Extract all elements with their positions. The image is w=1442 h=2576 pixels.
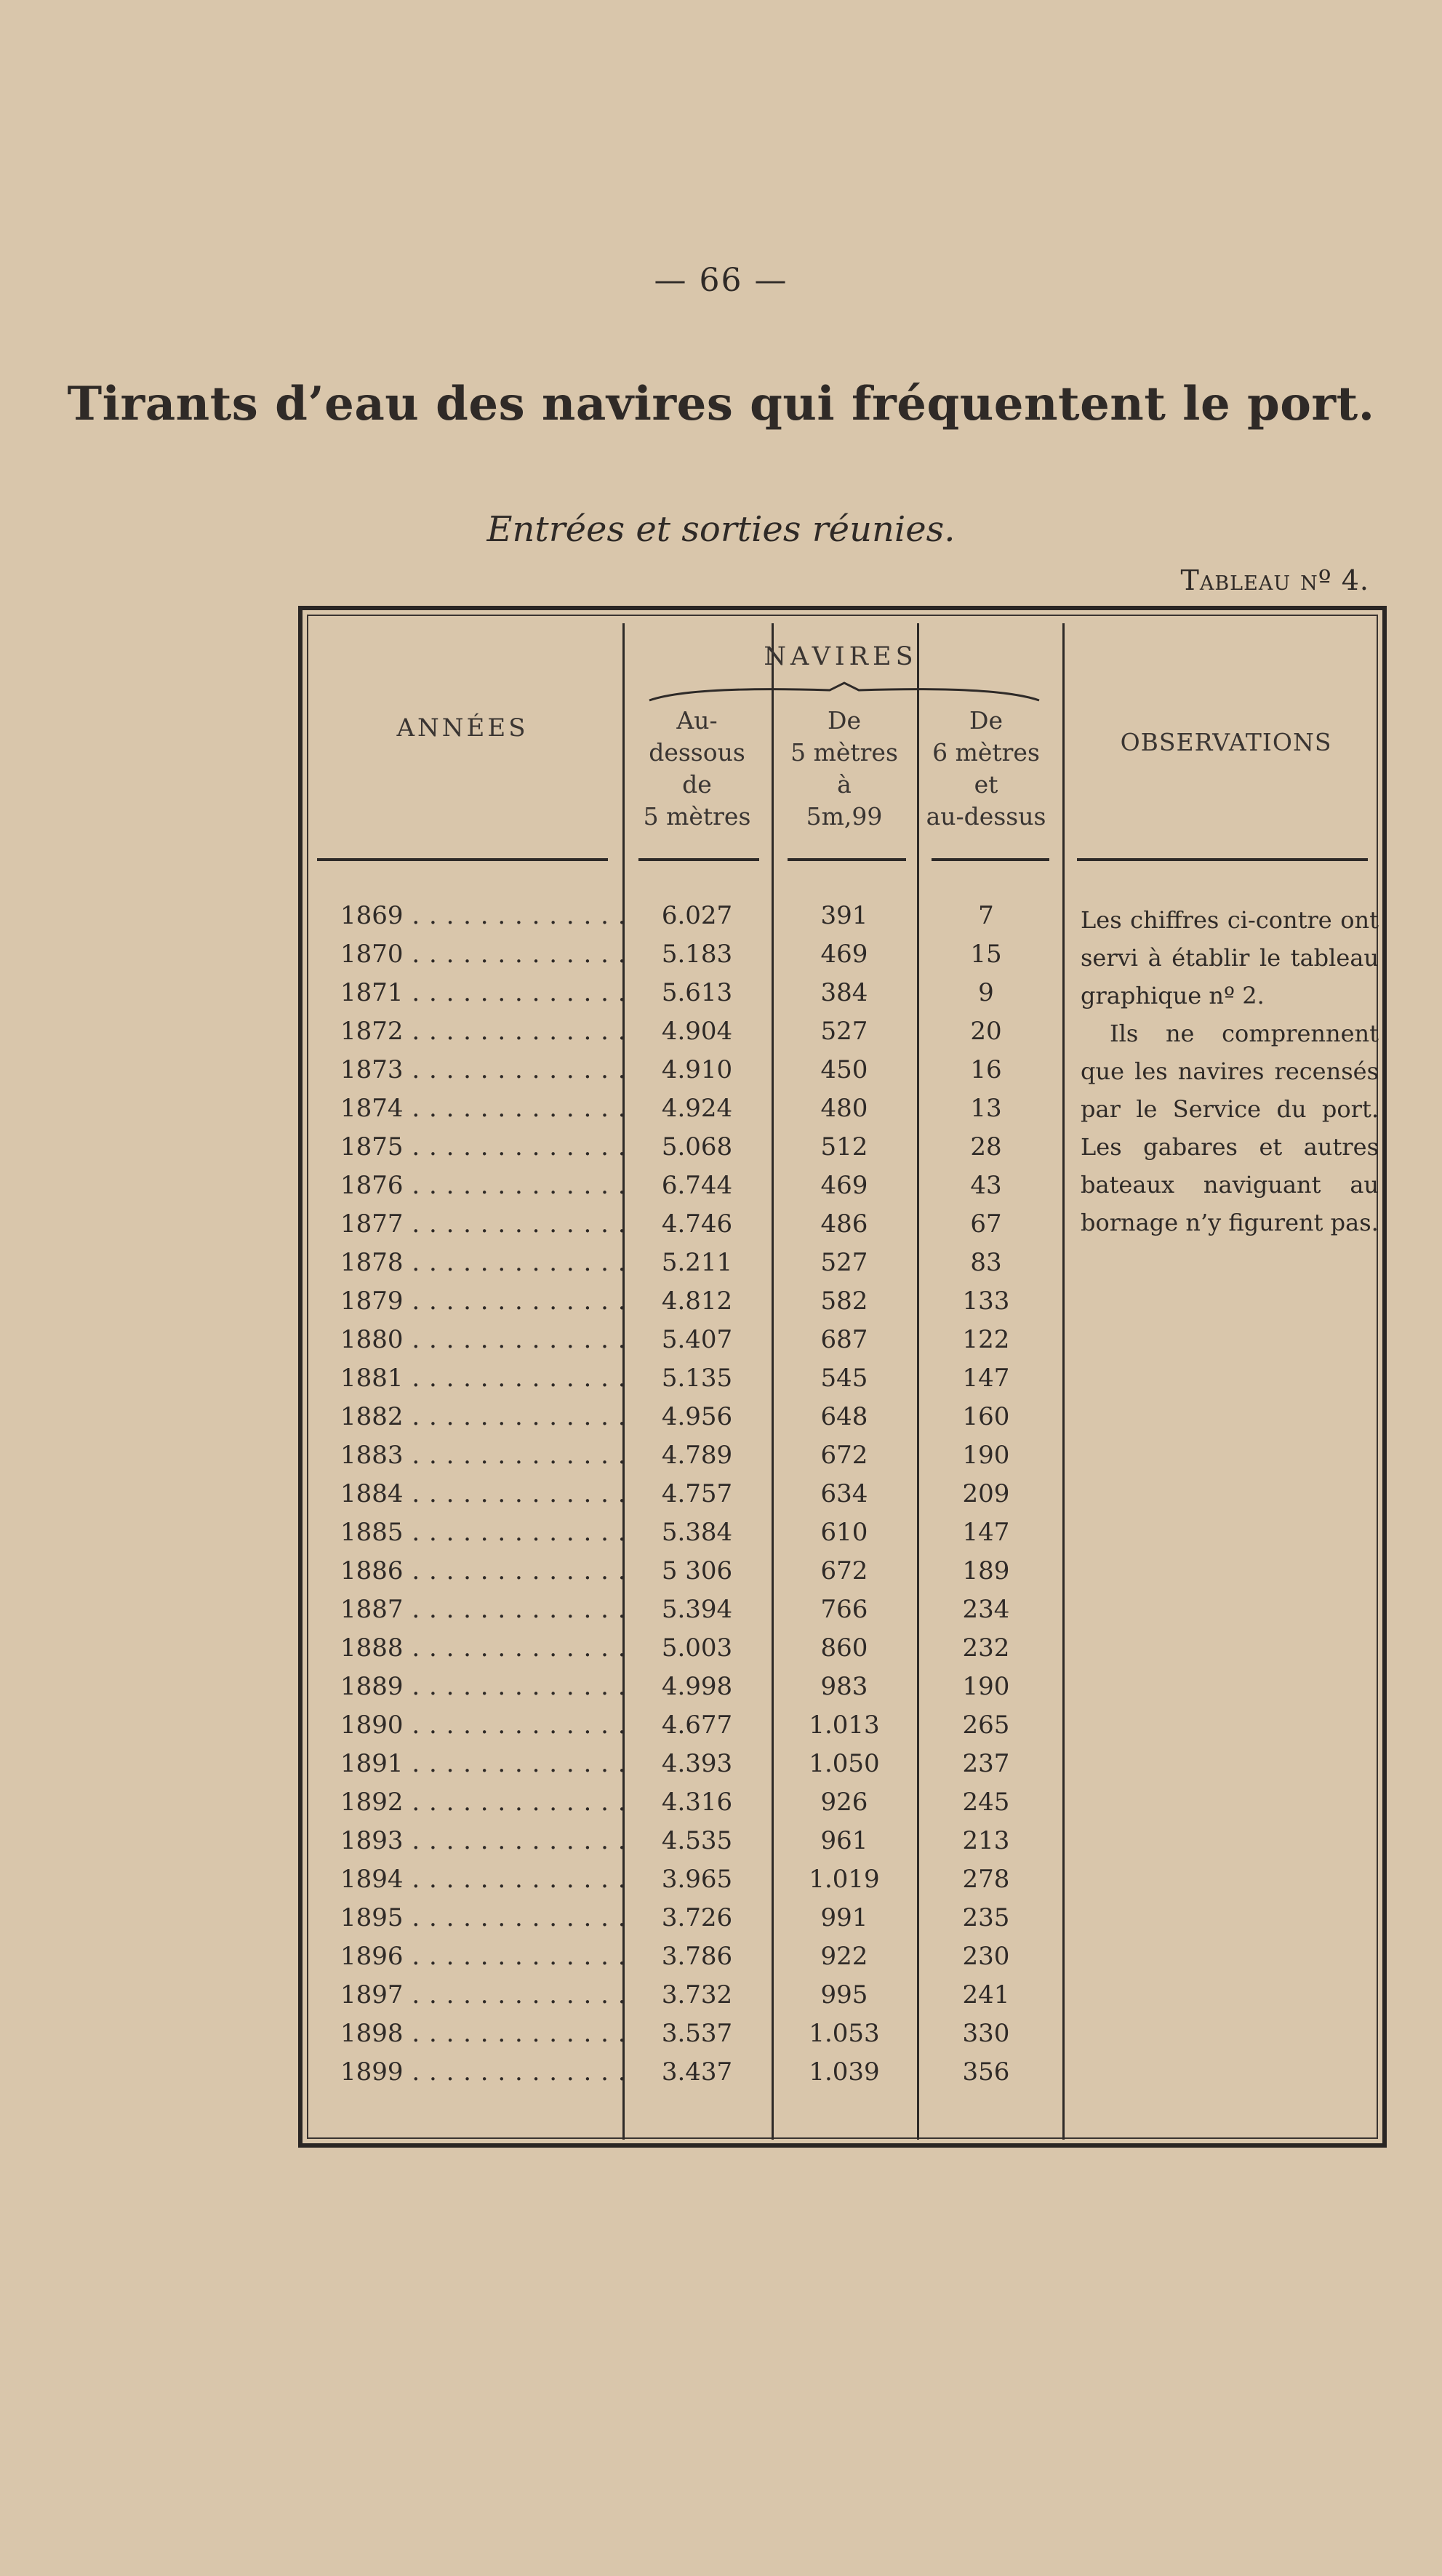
- year-cell: 1898 . . .: [340, 2019, 624, 2048]
- header-col-below-5m: [626, 705, 768, 833]
- table-row: [303, 1399, 1391, 1438]
- 5m-to-5m99-cell: 1.019: [809, 1865, 880, 1894]
- below-5m-cell: 3.965: [661, 1865, 733, 1894]
- year-cell: 1869 . . .: [340, 901, 624, 930]
- 5m-to-5m99-cell: 860: [820, 1633, 868, 1663]
- header-annees: ANNÉES: [396, 713, 529, 743]
- 6m-and-above-cell: 190: [962, 1672, 1010, 1701]
- header-line: De: [969, 706, 1003, 735]
- year-cell: 1897 . . .: [340, 1980, 624, 2009]
- below-5m-cell: 6.744: [661, 1171, 733, 1200]
- 6m-and-above-cell: 147: [962, 1518, 1010, 1547]
- below-5m-cell: 5.211: [661, 1248, 733, 1277]
- table-row: [303, 1245, 1391, 1284]
- 6m-and-above-cell: 13: [970, 1094, 1002, 1123]
- 5m-to-5m99-cell: 961: [820, 1826, 868, 1855]
- below-5m-cell: 5.613: [661, 978, 733, 1007]
- header-line: de: [682, 770, 712, 799]
- 6m-and-above-cell: 234: [962, 1595, 1010, 1624]
- 6m-and-above-cell: 67: [970, 1209, 1002, 1239]
- below-5m-cell: 5.068: [661, 1132, 733, 1161]
- 6m-and-above-cell: 330: [962, 2019, 1010, 2048]
- header-rule: [317, 858, 608, 861]
- below-5m-cell: 4.677: [661, 1711, 733, 1740]
- 6m-and-above-cell: 241: [962, 1980, 1010, 2009]
- below-5m-cell: 4.535: [661, 1826, 733, 1855]
- 5m-to-5m99-cell: 922: [820, 1942, 868, 1971]
- page-number: — 66 —: [654, 262, 788, 299]
- 6m-and-above-cell: 265: [962, 1711, 1010, 1740]
- 5m-to-5m99-cell: 926: [820, 1788, 868, 1817]
- year-cell: 1889 . . .: [340, 1672, 624, 1701]
- observations-text: [1081, 901, 1379, 1241]
- header-line: 5 mètres: [643, 802, 751, 831]
- 6m-and-above-cell: 9: [978, 978, 994, 1007]
- 6m-and-above-cell: 16: [970, 1055, 1002, 1084]
- below-5m-cell: 4.904: [661, 1017, 733, 1046]
- year-cell: 1876 . . .: [340, 1171, 624, 1200]
- header-line: 5 mètres: [790, 738, 898, 767]
- table-row: [303, 2016, 1391, 2055]
- year-cell: 1893 . . .: [340, 1826, 624, 1855]
- year-cell: 1892 . . .: [340, 1788, 624, 1817]
- 5m-to-5m99-cell: 610: [820, 1518, 868, 1547]
- 6m-and-above-cell: 232: [962, 1633, 1010, 1663]
- year-cell: 1874 . . .: [340, 1094, 624, 1123]
- 5m-to-5m99-cell: 995: [820, 1980, 868, 2009]
- year-cell: 1896 . . .: [340, 1942, 624, 1971]
- table-row: [303, 1977, 1391, 2016]
- table-row: [303, 2055, 1391, 2093]
- year-cell: 1875 . . .: [340, 1132, 624, 1161]
- data-table: [298, 606, 1387, 2148]
- 6m-and-above-cell: 245: [962, 1788, 1010, 1817]
- year-cell: 1877 . . .: [340, 1209, 624, 1239]
- below-5m-cell: 4.393: [661, 1749, 733, 1778]
- year-cell: 1895 . . .: [340, 1903, 624, 1932]
- 5m-to-5m99-cell: 527: [820, 1017, 868, 1046]
- header-line: 6 mètres: [932, 738, 1040, 767]
- 6m-and-above-cell: 122: [962, 1325, 1010, 1354]
- table-row: [303, 1862, 1391, 1900]
- 6m-and-above-cell: 213: [962, 1826, 1010, 1855]
- table-reference: Tableau nº 4.: [1180, 564, 1369, 596]
- table-row: [303, 1438, 1391, 1476]
- year-cell: 1894 . . .: [340, 1865, 624, 1894]
- below-5m-cell: 3.437: [661, 2057, 733, 2087]
- header-line: De: [828, 706, 861, 735]
- below-5m-cell: 3.726: [661, 1903, 733, 1932]
- below-5m-cell: 5.135: [661, 1364, 733, 1393]
- 6m-and-above-cell: 160: [962, 1402, 1010, 1431]
- 6m-and-above-cell: 278: [962, 1865, 1010, 1894]
- 6m-and-above-cell: 43: [970, 1171, 1002, 1200]
- table-row: [303, 1785, 1391, 1823]
- below-5m-cell: 5.394: [661, 1595, 733, 1624]
- 5m-to-5m99-cell: 687: [820, 1325, 868, 1354]
- table-row: [303, 1708, 1391, 1746]
- year-cell: 1870 . . .: [340, 940, 624, 969]
- 6m-and-above-cell: 189: [962, 1556, 1010, 1585]
- 5m-to-5m99-cell: 527: [820, 1248, 868, 1277]
- header-rule: [788, 858, 906, 861]
- below-5m-cell: 5.384: [661, 1518, 733, 1547]
- 5m-to-5m99-cell: 634: [820, 1479, 868, 1508]
- header-navires: NAVIRES: [764, 642, 918, 671]
- year-cell: 1883 . . .: [340, 1441, 624, 1470]
- year-cell: 1880 . . .: [340, 1325, 624, 1354]
- year-cell: 1872 . . .: [340, 1017, 624, 1046]
- header-line: et: [974, 770, 998, 799]
- 5m-to-5m99-cell: 672: [820, 1556, 868, 1585]
- 6m-and-above-cell: 28: [970, 1132, 1002, 1161]
- 5m-to-5m99-cell: 672: [820, 1441, 868, 1470]
- header-rule: [1077, 858, 1368, 861]
- header-col-5m-to-5m99: [775, 705, 913, 833]
- below-5m-cell: 4.924: [661, 1094, 733, 1123]
- table-row: [303, 1322, 1391, 1361]
- below-5m-cell: 4.812: [661, 1287, 733, 1316]
- 5m-to-5m99-cell: 1.039: [809, 2057, 880, 2087]
- year-cell: 1881 . . .: [340, 1364, 624, 1393]
- table-row: [303, 1823, 1391, 1862]
- table-row: [303, 1284, 1391, 1322]
- 5m-to-5m99-cell: 480: [820, 1094, 868, 1123]
- 5m-to-5m99-cell: 991: [820, 1903, 868, 1932]
- 5m-to-5m99-cell: 450: [820, 1055, 868, 1084]
- 6m-and-above-cell: 83: [970, 1248, 1002, 1277]
- 6m-and-above-cell: 15: [970, 940, 1002, 969]
- 5m-to-5m99-cell: 983: [820, 1672, 868, 1701]
- below-5m-cell: 4.789: [661, 1441, 733, 1470]
- 5m-to-5m99-cell: 1.013: [809, 1711, 880, 1740]
- header-line: dessous: [649, 738, 745, 767]
- 6m-and-above-cell: 237: [962, 1749, 1010, 1778]
- 6m-and-above-cell: 147: [962, 1364, 1010, 1393]
- below-5m-cell: 6.027: [661, 901, 733, 930]
- table-row: [303, 1631, 1391, 1669]
- table-row: [303, 1476, 1391, 1515]
- year-cell: 1888 . . .: [340, 1633, 624, 1663]
- year-cell: 1871 . . .: [340, 978, 624, 1007]
- header-line: 5m,99: [806, 802, 883, 831]
- 6m-and-above-cell: 209: [962, 1479, 1010, 1508]
- 5m-to-5m99-cell: 648: [820, 1402, 868, 1431]
- table-row: [303, 1592, 1391, 1631]
- year-cell: 1899 . . .: [340, 2057, 624, 2087]
- table-row: [303, 1939, 1391, 1977]
- table-row: [303, 1515, 1391, 1553]
- 6m-and-above-cell: 235: [962, 1903, 1010, 1932]
- below-5m-cell: 3.537: [661, 2019, 733, 2048]
- year-cell: 1873 . . .: [340, 1055, 624, 1084]
- 5m-to-5m99-cell: 391: [820, 901, 868, 930]
- header-line: à: [837, 770, 852, 799]
- table-row: [303, 1746, 1391, 1785]
- header-line: au-dessus: [926, 802, 1046, 831]
- year-cell: 1879 . . .: [340, 1287, 624, 1316]
- table-row: [303, 1900, 1391, 1939]
- below-5m-cell: 4.757: [661, 1479, 733, 1508]
- observation-paragraph: Ils ne comprennent que les navires recensés par le Service du port. Les gabares et autres bateaux naviguant au bornage n’y figurent pas.: [1081, 1020, 1379, 1236]
- header-rule: [638, 858, 759, 861]
- below-5m-cell: 5.183: [661, 940, 733, 969]
- 5m-to-5m99-cell: 512: [820, 1132, 868, 1161]
- year-cell: 1891 . . .: [340, 1749, 624, 1778]
- year-cell: 1878 . . .: [340, 1248, 624, 1277]
- table-row: [303, 1361, 1391, 1399]
- year-cell: 1890 . . .: [340, 1711, 624, 1740]
- header-observations: OBSERVATIONS: [1120, 728, 1332, 756]
- 6m-and-above-cell: 230: [962, 1942, 1010, 1971]
- 5m-to-5m99-cell: 469: [820, 1171, 868, 1200]
- below-5m-cell: 5 306: [661, 1556, 733, 1585]
- 5m-to-5m99-cell: 766: [820, 1595, 868, 1624]
- 5m-to-5m99-cell: 545: [820, 1364, 868, 1393]
- page-title: Tirants d’eau des navires qui fréquentent le port.: [67, 377, 1375, 431]
- year-cell: 1886 . . .: [340, 1556, 624, 1585]
- year-cell: 1882 . . .: [340, 1402, 624, 1431]
- year-cell: 1884 . . .: [340, 1479, 624, 1508]
- 5m-to-5m99-cell: 1.050: [809, 1749, 880, 1778]
- below-5m-cell: 3.786: [661, 1942, 733, 1971]
- 6m-and-above-cell: 190: [962, 1441, 1010, 1470]
- table-row: [303, 1553, 1391, 1592]
- below-5m-cell: 4.910: [661, 1055, 733, 1084]
- 5m-to-5m99-cell: 384: [820, 978, 868, 1007]
- header-rule: [932, 858, 1049, 861]
- header-line: Au-: [676, 706, 718, 735]
- below-5m-cell: 3.732: [661, 1980, 733, 2009]
- below-5m-cell: 5.003: [661, 1633, 733, 1663]
- header-col-6m-and-above: [921, 705, 1052, 833]
- observation-paragraph: Les chiffres ci-contre ont servi à établir le tableau graphique nº 2.: [1081, 906, 1379, 1009]
- below-5m-cell: 4.746: [661, 1209, 733, 1239]
- 5m-to-5m99-cell: 582: [820, 1287, 868, 1316]
- below-5m-cell: 5.407: [661, 1325, 733, 1354]
- 6m-and-above-cell: 7: [978, 901, 994, 930]
- below-5m-cell: 4.316: [661, 1788, 733, 1817]
- table-row: [303, 1669, 1391, 1708]
- year-cell: 1887 . . .: [340, 1595, 624, 1624]
- 5m-to-5m99-cell: 469: [820, 940, 868, 969]
- brace-icon: [648, 681, 1041, 703]
- 6m-and-above-cell: 356: [962, 2057, 1010, 2087]
- 6m-and-above-cell: 20: [970, 1017, 1002, 1046]
- 5m-to-5m99-cell: 1.053: [809, 2019, 880, 2048]
- year-cell: 1885 . . .: [340, 1518, 624, 1547]
- page-subtitle: Entrées et sorties réunies.: [486, 509, 956, 550]
- below-5m-cell: 4.998: [661, 1672, 733, 1701]
- below-5m-cell: 4.956: [661, 1402, 733, 1431]
- 6m-and-above-cell: 133: [962, 1287, 1010, 1316]
- 5m-to-5m99-cell: 486: [820, 1209, 868, 1239]
